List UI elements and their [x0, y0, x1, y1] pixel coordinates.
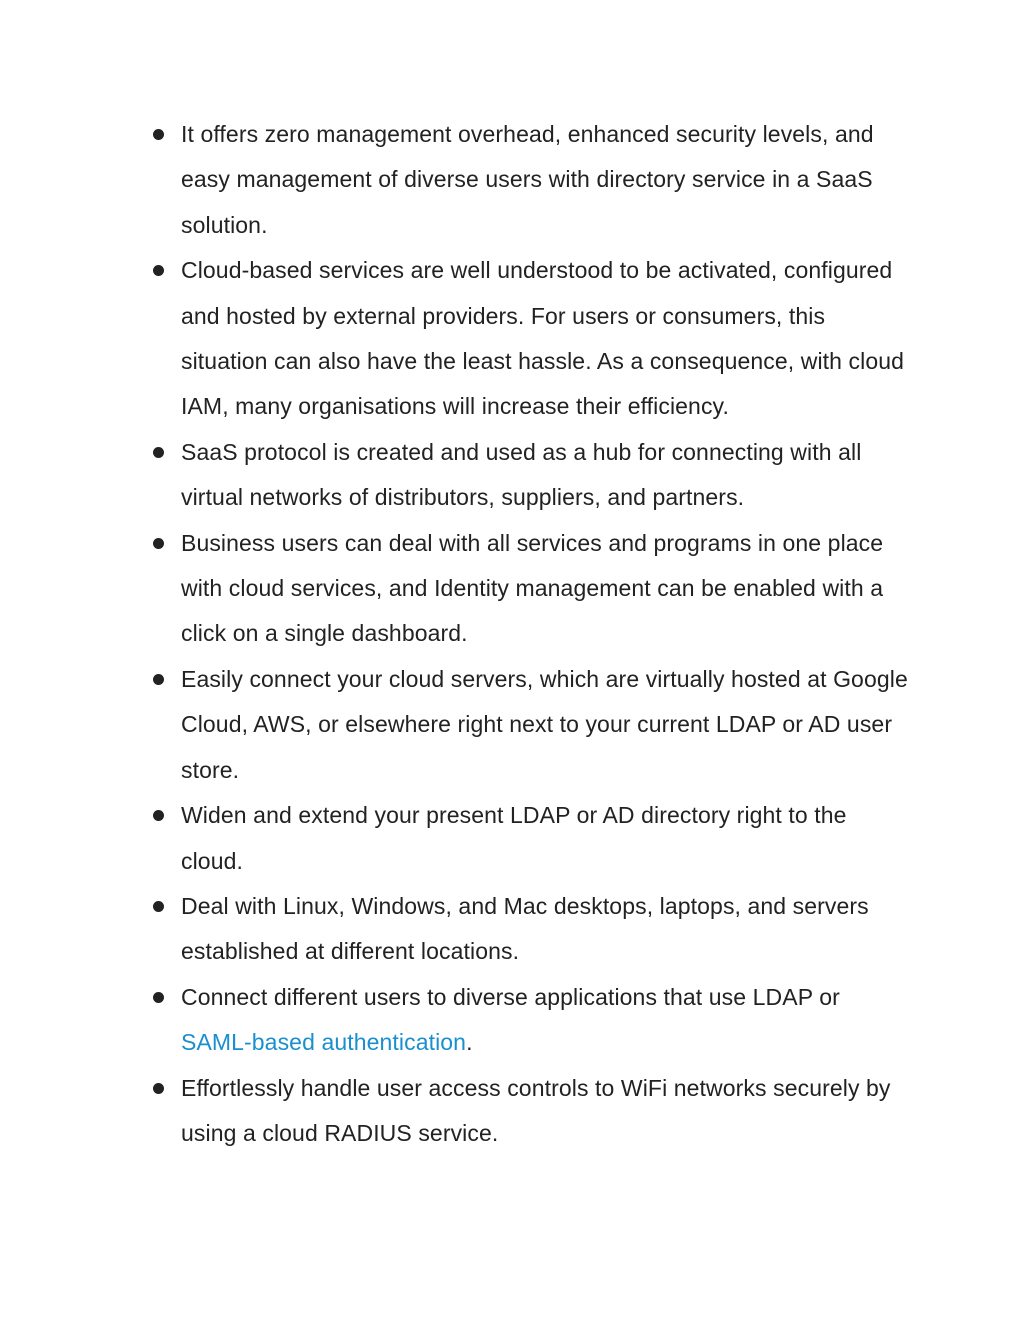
list-item [150, 430, 910, 521]
saml-authentication-link[interactable]: SAML-based authentication [181, 1029, 467, 1056]
list-item-text: Widen and extend your present LDAP or AD directory right to the cloud. [181, 802, 847, 874]
list-item-text: Cloud-based services are well understood to be activated, configured and hosted by external providers. For users or consumers, this situation can also have the least hassle. As a consequence, with cloud IAM, many organisations will increase their efficiency. [181, 257, 905, 420]
list-item-text: Easily connect your cloud servers, which are virtually hosted at Google Cloud, AWS, or elsewhere right next to your current LDAP or AD user store. [181, 665, 908, 783]
list-item [150, 884, 910, 975]
list-item [150, 793, 910, 884]
bullet-icon [153, 810, 164, 821]
bullet-list [150, 112, 910, 1156]
bullet-icon [153, 901, 164, 912]
list-item [150, 1066, 910, 1157]
bullet-icon [153, 992, 164, 1003]
bullet-icon [153, 265, 164, 276]
bullet-icon [153, 674, 164, 685]
list-item-text: Effortlessly handle user access controls to WiFi networks securely by using a cloud RADIUS service. [181, 1074, 891, 1146]
bullet-icon [153, 447, 164, 458]
list-item-text: Connect different users to diverse applications that use LDAP or [181, 983, 840, 1010]
list-item-text: Deal with Linux, Windows, and Mac desktops, laptops, and servers established at different locations. [181, 892, 869, 965]
bullet-icon [153, 129, 164, 140]
list-item [150, 521, 910, 657]
list-item-text: It offers zero management overhead, enhanced security levels, and easy management of diverse users with directory service in a SaaS solution. [181, 121, 874, 238]
list-item [150, 112, 910, 248]
bullet-icon [153, 538, 164, 549]
list-item [150, 975, 910, 1066]
list-item-text: Business users can deal with all services and programs in one place with cloud services, and Identity management can be enabled with a click on a single dashboard. [181, 529, 884, 647]
list-item-text: SaaS protocol is created and used as a hub for connecting with all virtual networks of distributors, suppliers, and partners. [181, 438, 862, 511]
list-item [150, 657, 910, 793]
bullet-icon [153, 1083, 164, 1094]
list-item-text-suffix: . [466, 1029, 473, 1056]
list-item [150, 248, 910, 430]
